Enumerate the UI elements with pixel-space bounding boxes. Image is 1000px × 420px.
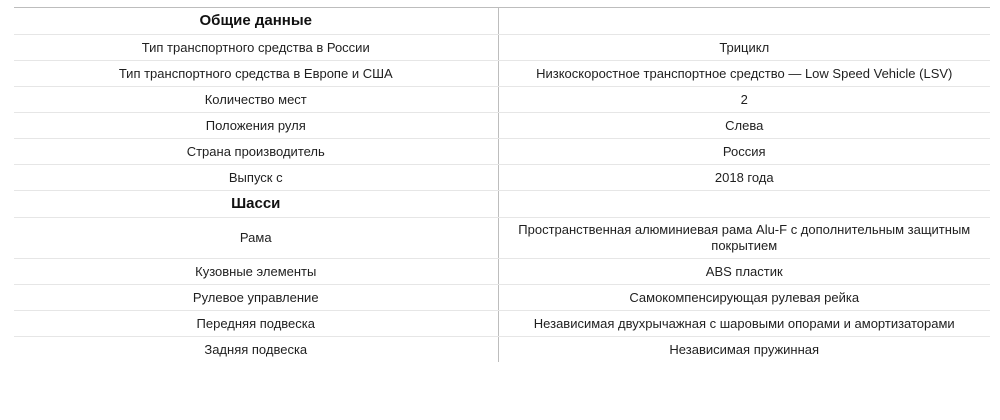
spec-value: Россия <box>498 139 990 165</box>
table-row <box>14 337 990 363</box>
table-row <box>14 311 990 337</box>
spec-value: Пространственная алюминиевая рама Alu-F с дополнительным защитным покрытием <box>498 218 990 259</box>
section-title: Общие данные <box>14 8 498 35</box>
spec-value: Самокомпенсирующая рулевая рейка <box>498 285 990 311</box>
spec-value: Низкоскоростное транспортное средство — Low Speed Vehicle (LSV) <box>498 61 990 87</box>
table-row <box>14 61 990 87</box>
section-header-chassis <box>14 191 990 218</box>
spec-label: Рама <box>14 218 498 259</box>
spec-label: Тип транспортного средства в России <box>14 35 498 61</box>
table-row <box>14 165 990 191</box>
spec-value: Слева <box>498 113 990 139</box>
spec-label: Страна производитель <box>14 139 498 165</box>
spec-label: Количество мест <box>14 87 498 113</box>
spec-value: Независимая пружинная <box>498 337 990 363</box>
spec-label: Положения руля <box>14 113 498 139</box>
spec-label: Тип транспортного средства в Европе и США <box>14 61 498 87</box>
table-row <box>14 218 990 259</box>
spec-value: 2018 года <box>498 165 990 191</box>
specs-table <box>14 7 990 362</box>
spec-value: Независимая двухрычажная с шаровыми опорами и амортизаторами <box>498 311 990 337</box>
table-row <box>14 285 990 311</box>
section-header-general <box>14 8 990 35</box>
spec-value: ABS пластик <box>498 259 990 285</box>
spec-value: 2 <box>498 87 990 113</box>
table-row <box>14 259 990 285</box>
spec-value: Трицикл <box>498 35 990 61</box>
section-title: Шасси <box>14 191 498 218</box>
table-row <box>14 113 990 139</box>
spec-label: Выпуск с <box>14 165 498 191</box>
table-row <box>14 35 990 61</box>
spec-label: Рулевое управление <box>14 285 498 311</box>
spec-label: Передняя подвеска <box>14 311 498 337</box>
spec-label: Кузовные элементы <box>14 259 498 285</box>
spec-label: Задняя подвеска <box>204 341 308 357</box>
table-row <box>14 139 990 165</box>
table-row <box>14 87 990 113</box>
